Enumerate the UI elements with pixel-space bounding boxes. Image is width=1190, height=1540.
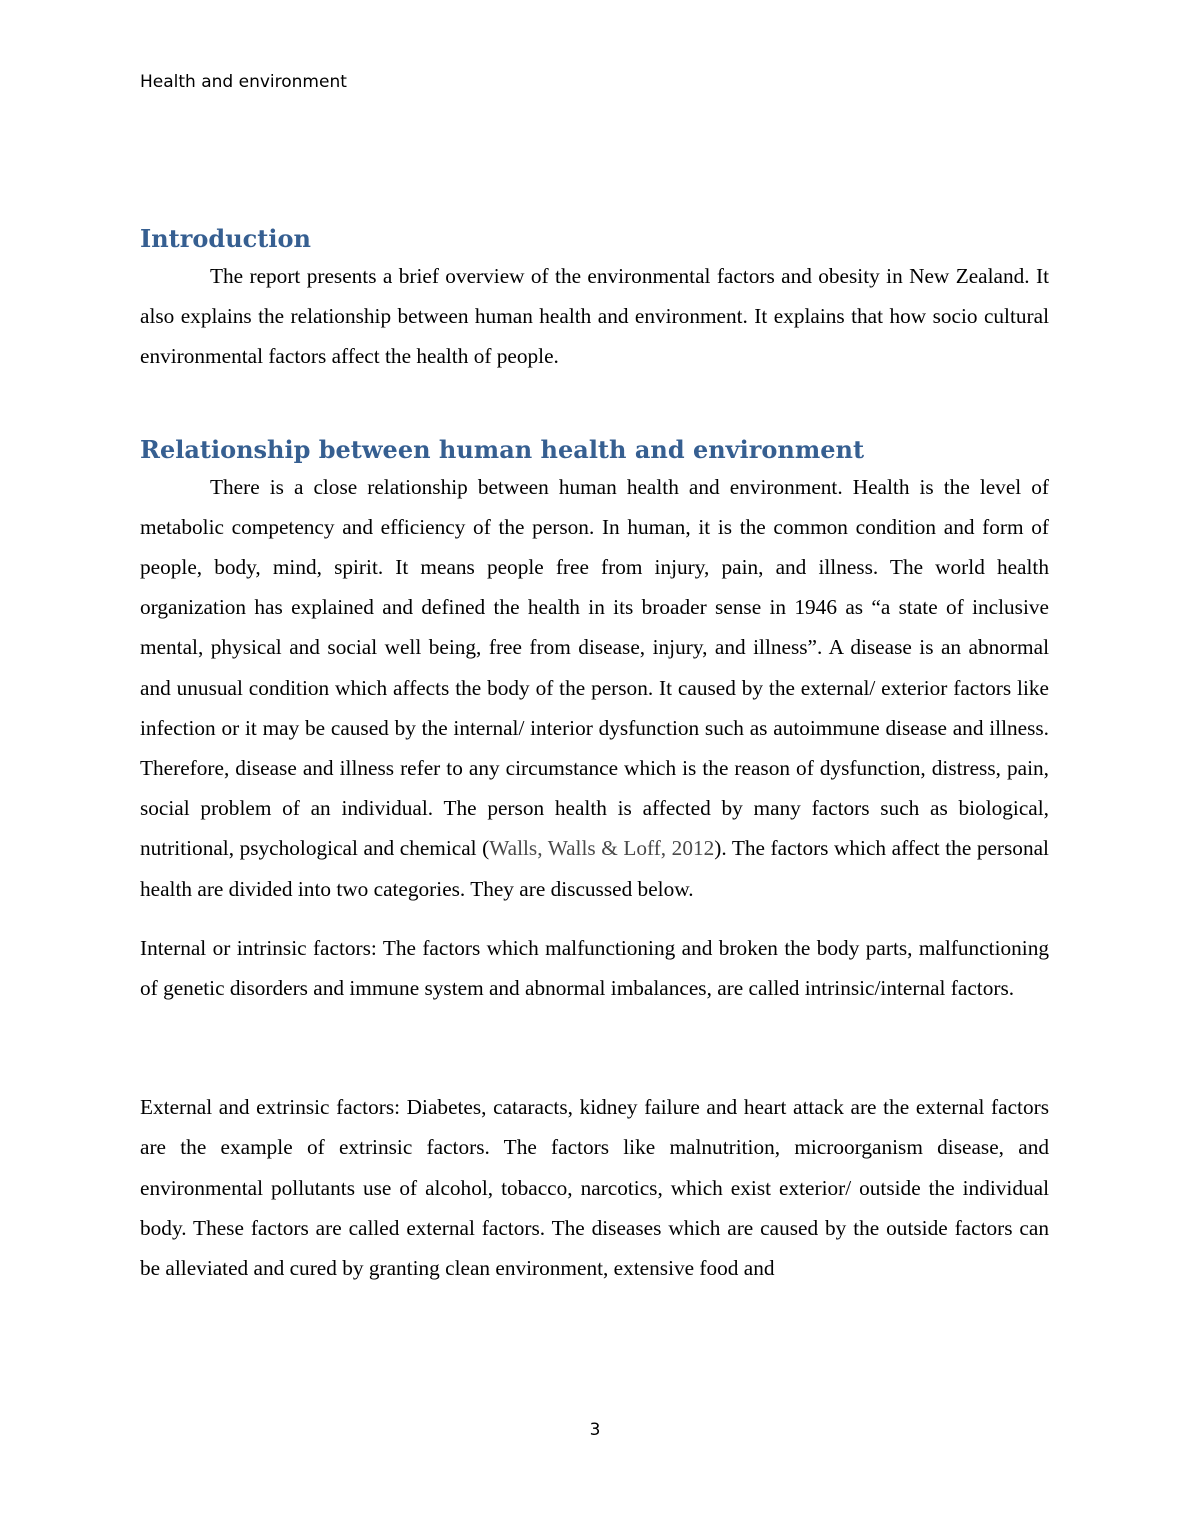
page-content	[140, 222, 1049, 1288]
introduction-heading: Introduction	[140, 224, 311, 253]
relationship-paragraph	[140, 467, 1049, 909]
relationship-text-after-citation: ). The factors which affect the personal health are divided into two categories. They are discussed below.	[140, 836, 1049, 901]
running-header: Health and environment	[140, 72, 347, 92]
introduction-paragraph: The report presents a brief overview of the environmental factors and obesity in New Zealand. It also explains the relationship between human health and environment. It explains that how socio cultural environmental factors affect the health of people.	[140, 264, 1049, 369]
citation: Walls, Walls & Loff, 2012	[489, 836, 715, 861]
relationship-heading: Relationship between human health and environment	[140, 434, 865, 464]
page-number: 3	[589, 1420, 601, 1440]
internal-factors-paragraph: Internal or intrinsic factors: The factors which malfunctioning and broken the body parts, malfunctioning of genetic disorders and immune system and abnormal imbalances, are called intrinsic/internal factors.	[140, 935, 1049, 1001]
relationship-text-before-citation: There is a close relationship between human health and environment. Health is the level of metabolic competency and efficiency of the person. In human, it is the common condition and form of people, body, mind, spirit. It means people free from injury, pain, and illness. The world health organization has explained and defined the health in its broader sense in 1946 as “a state of inclusive mental, physical and social well being, free from disease, injury, and illness”. A disease is an abnormal and unusual condition which affects the body of the person. It caused by the external/ exterior factors like infection or it may be caused by the internal/ interior dysfunction such as autoimmune disease and illness. Therefore, disease and illness refer to any circumstance which is the reason of dysfunction, distress, pain, social problem of an individual. The person health is affected by many factors such as biological, nutritional, psychological and chemical (	[140, 474, 1049, 861]
external-factors-paragraph: External and extrinsic factors: Diabetes, cataracts, kidney failure and heart attack are the external factors are the example of extrinsic factors. The factors like malnutrition, microorganism disease, and environmental pollutants use of alcohol, tobacco, narcotics, which exist exterior/ outside the individual body. These factors are called external factors. The diseases which are caused by the outside factors can be alleviated and cured by granting clean environment, extensive food and	[140, 1095, 1049, 1281]
